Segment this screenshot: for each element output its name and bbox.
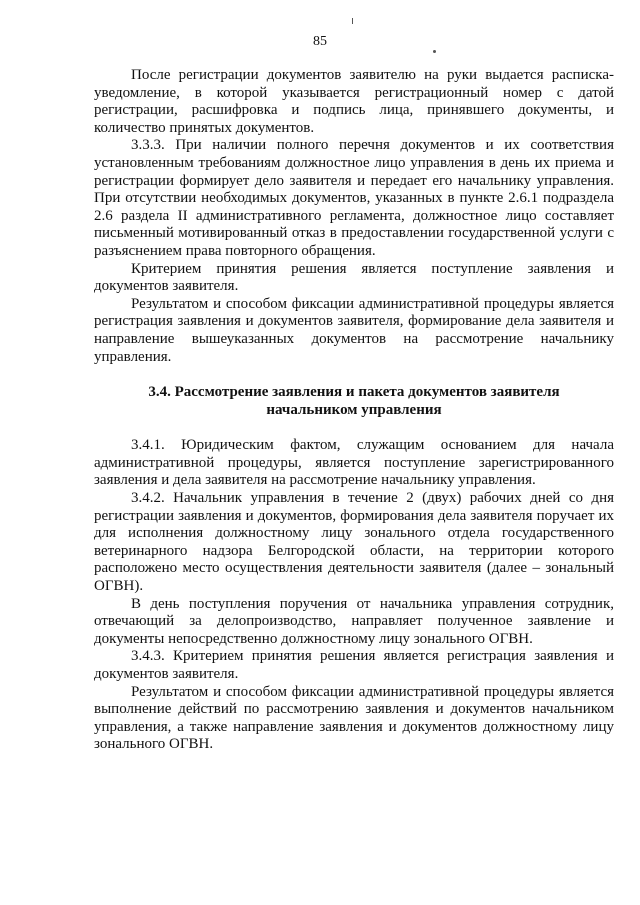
page-number: 85 — [313, 34, 327, 49]
document-body — [94, 67, 614, 754]
paragraph-result: Результатом и способом фиксации административной процедуры является регистрация заявления и документов заявителя, формирование дела заявителя и направление вышеуказанных документов на рассмотрение начальнику управления. — [94, 295, 614, 365]
paragraph-section-result: Результатом и способом фиксации административной процедуры является выполнение действий по рассмотрению заявления и документов начальником управления, а также направление заявления и документов должностному лицу зонального ОГВН. — [94, 683, 614, 753]
paragraph-receipt: После регистрации документов заявителю на руки выдается расписка-уведомление, в которой указывается регистрационный номер с датой регистрации, расшифровка и подпись лица, принявшего документы, и количество принятых документов. — [94, 67, 614, 136]
paragraph-criterion: Критерием принятия решения является поступление заявления и документов заявителя. — [94, 260, 614, 295]
scan-speck — [352, 18, 353, 24]
paragraph-instruction-day: В день поступления поручения от начальника управления сотрудник, отвечающий за делопроизводство, направляет полученное заявление и документы непосредственно должностному лицу зонального ОГВН. — [94, 595, 614, 647]
paragraph-3-4-1: 3.4.1. Юридическим фактом, служащим основанием для начала административной процедуры, является поступление зарегистрированного заявления и дела заявителя на рассмотрение начальнику управления. — [94, 437, 614, 489]
section-heading: 3.4. Рассмотрение заявления и пакета документов заявителя начальником управления — [148, 384, 560, 418]
paragraph-3-3-3: 3.3.3. При наличии полного перечня документов и их соответствия установленным требованиям должностное лицо управления в день их приема и регистрации формирует дело заявителя и передает его начальнику управления. При отсутствии необходимых документов, указанных в пункте 2.6.1 подраздела 2.6 раздела II административного регламента, должностное лицо составляет письменный мотивированный отказ в предоставлении государственной услуги с разъяснением права повторного обращения. — [94, 137, 614, 259]
scan-speck — [433, 50, 436, 53]
paragraph-3-4-2: 3.4.2. Начальник управления в течение 2 (двух) рабочих дней со дня регистрации заявления и документов, формирования дела заявителя поручает их для исполнения должностному лицу зонального отдела государственного ветеринарного надзора Белгородской области, на территории которого расположено место осуществления деятельности заявителя (далее – зональный ОГВН). — [94, 490, 614, 595]
paragraph-3-4-3: 3.4.3. Критерием принятия решения является регистрация заявления и документов заявителя. — [94, 648, 614, 682]
